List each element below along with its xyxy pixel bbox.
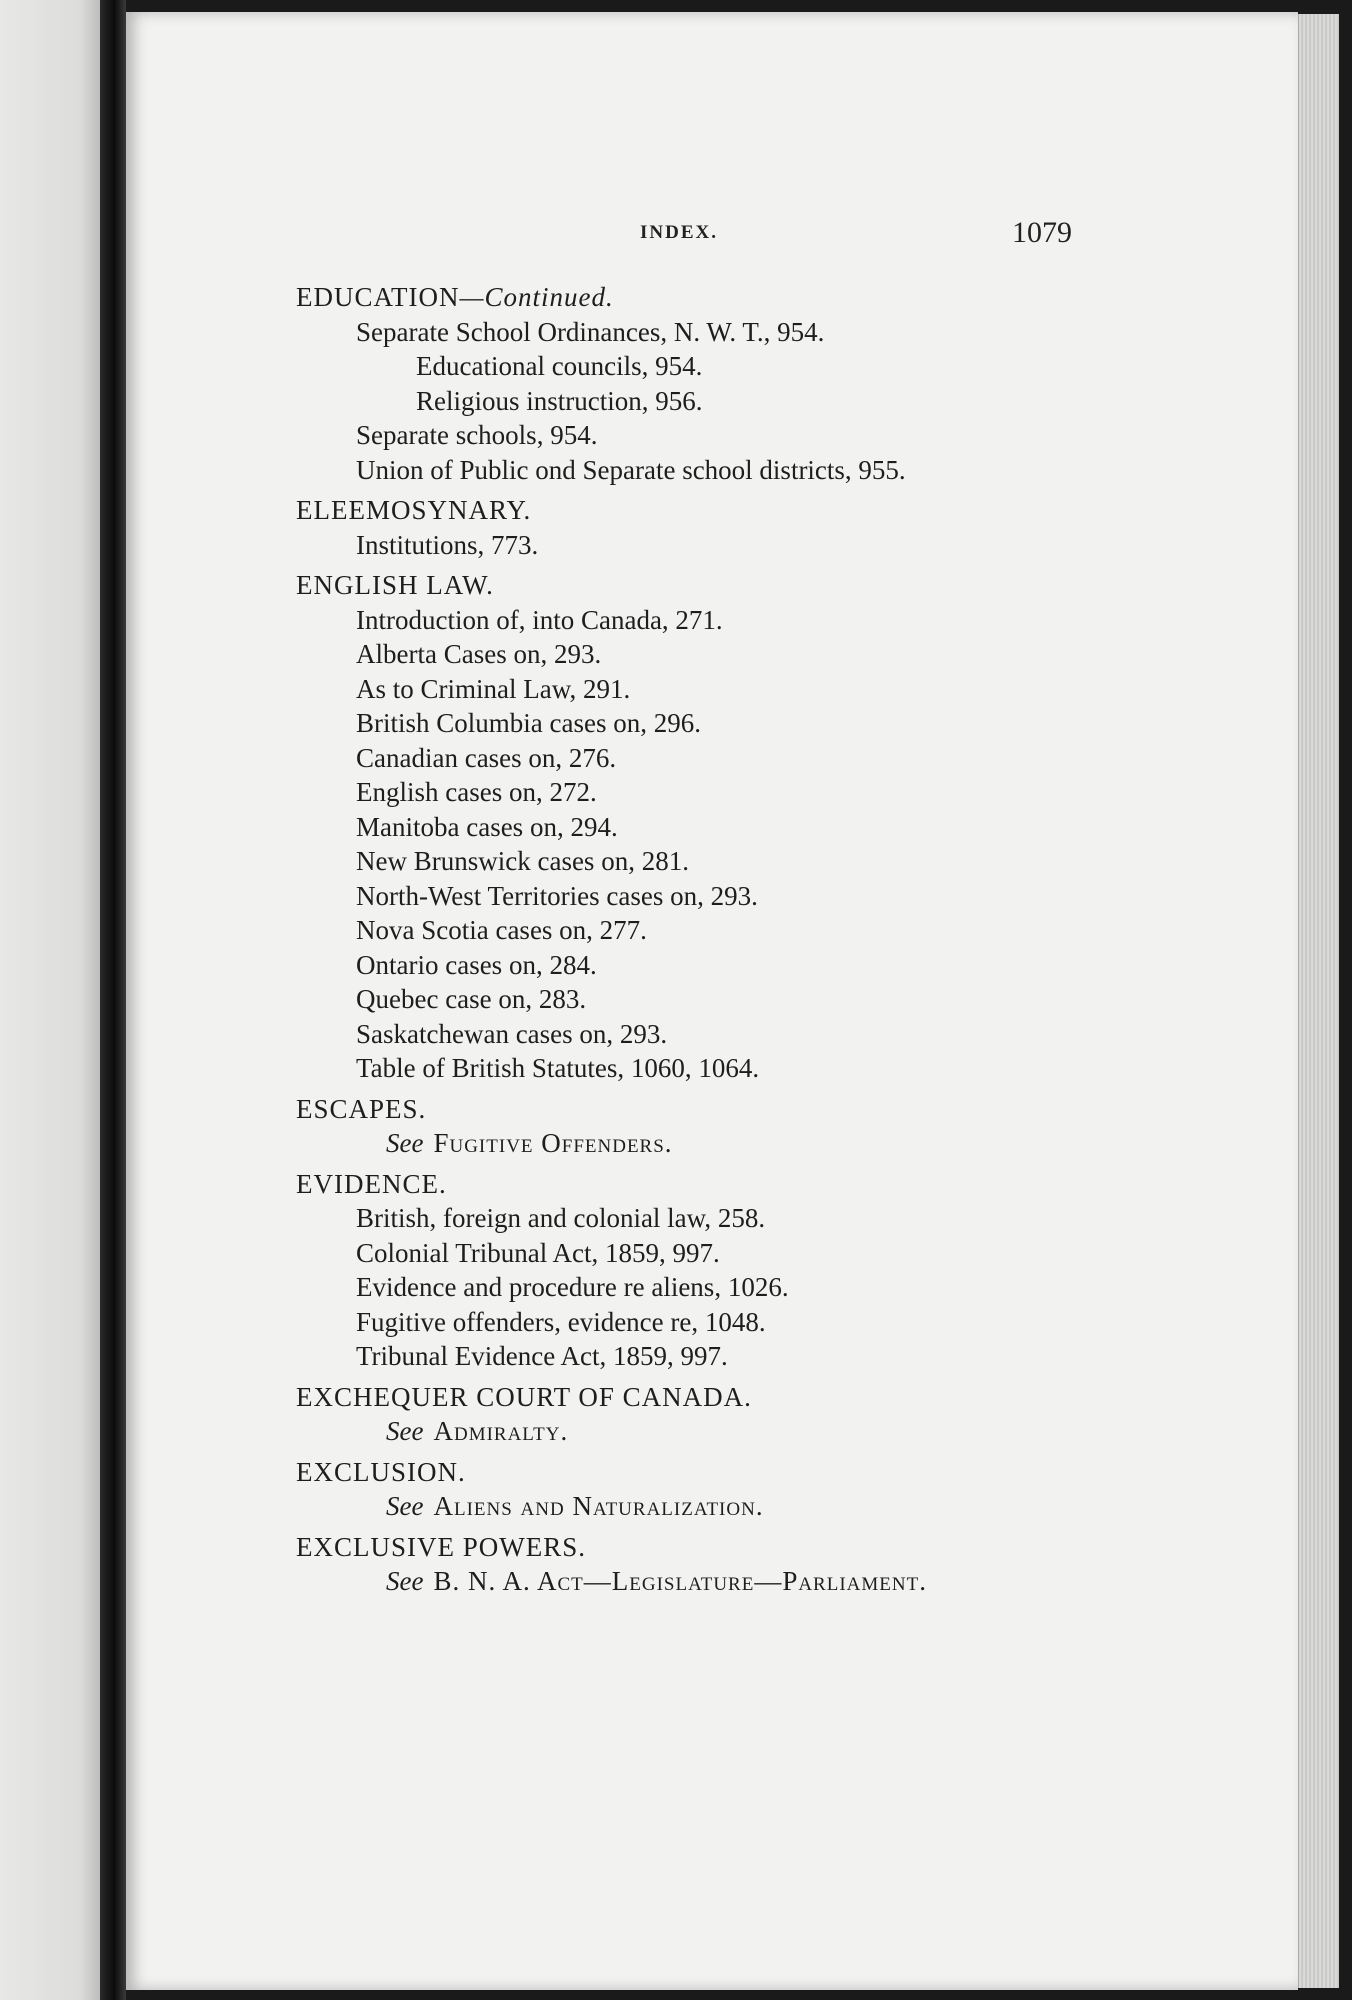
- index-entry-exclusion: [296, 1455, 1196, 1524]
- entry-heading: EVIDENCE.: [296, 1168, 447, 1199]
- entry-line: British Columbia cases on, 296.: [356, 708, 701, 738]
- page-number: 1079: [1012, 216, 1072, 249]
- entry-line: Separate schools, 954.: [356, 420, 598, 450]
- entry-line: Separate School Ordinances, N. W. T., 954.: [356, 316, 825, 347]
- see-reference: See Admiralty.: [386, 1416, 569, 1446]
- entry-line: Alberta Cases on, 293.: [356, 639, 602, 669]
- index-entry-escapes: [296, 1092, 1196, 1161]
- entry-line: English cases on, 272.: [356, 777, 597, 807]
- running-head: INDEX.: [640, 222, 718, 243]
- entry-line: Ontario cases on, 284.: [356, 949, 597, 980]
- index-entry-exchequer-court: [296, 1380, 1196, 1449]
- index-entry-evidence: [296, 1167, 1196, 1374]
- page-stack-edge: [1298, 14, 1339, 1988]
- entry-line: Institutions, 773.: [356, 529, 539, 560]
- entry-line: Canadian cases on, 276.: [356, 742, 617, 773]
- index-entry-english-law: [296, 568, 1196, 1086]
- index-entries: [296, 280, 1196, 1605]
- entry-subline: Religious instruction, 956.: [416, 385, 703, 416]
- cross-reference-target: Admiralty.: [433, 1416, 569, 1446]
- entry-line: Colonial Tribunal Act, 1859, 997.: [356, 1237, 720, 1268]
- entry-heading: ELEEMOSYNARY.: [296, 495, 532, 525]
- entry-line: Saskatchewan cases on, 293.: [356, 1018, 668, 1049]
- index-entry-eleemosynary: [296, 493, 1196, 562]
- see-reference: See Aliens and Naturalization.: [386, 1491, 764, 1521]
- entry-line: Introduction of, into Canada, 271.: [356, 604, 723, 635]
- continued-label: —Continued.: [459, 282, 614, 312]
- entry-line: Fugitive offenders, evidence re, 1048.: [356, 1306, 766, 1337]
- cross-reference-target: B. N. A. Act—Legislature—Parliament.: [433, 1566, 927, 1596]
- entry-line: As to Criminal Law, 291.: [356, 673, 631, 704]
- index-entry-exclusive-powers: [296, 1530, 1196, 1599]
- entry-heading: EXCLUSIVE POWERS.: [296, 1531, 587, 1562]
- facing-page-edge: [0, 0, 100, 2000]
- book-gutter: [100, 0, 126, 2000]
- entry-heading: EXCLUSION.: [296, 1456, 466, 1487]
- entry-heading: EDUCATION—Continued.: [296, 282, 614, 312]
- entry-line: North-West Territories cases on, 293.: [356, 880, 758, 911]
- see-reference: See Fugitive Offenders.: [386, 1128, 673, 1158]
- entry-line: Quebec case on, 283.: [356, 984, 587, 1014]
- entry-heading: ESCAPES.: [296, 1093, 427, 1124]
- entry-line: Evidence and procedure re aliens, 1026.: [356, 1272, 789, 1302]
- entry-line: Nova Scotia cases on, 277.: [356, 915, 647, 945]
- index-entry-education: [296, 280, 1196, 487]
- entry-line: Manitoba cases on, 294.: [356, 811, 618, 842]
- entry-line: Union of Public ond Separate school districts, 955.: [356, 454, 906, 485]
- entry-heading: EXCHEQUER COURT OF CANADA.: [296, 1381, 752, 1412]
- cross-reference-target: Aliens and Naturalization.: [433, 1491, 764, 1521]
- entry-heading: ENGLISH LAW.: [296, 570, 494, 600]
- entry-line: Table of British Statutes, 1060, 1064.: [356, 1053, 760, 1083]
- entry-line: British, foreign and colonial law, 258.: [356, 1203, 766, 1233]
- entry-line: Tribunal Evidence Act, 1859, 997.: [356, 1341, 728, 1371]
- see-reference: See B. N. A. Act—Legislature—Parliament.: [386, 1566, 927, 1596]
- entry-subline: Educational councils, 954.: [416, 351, 703, 381]
- cross-reference-target: Fugitive Offenders.: [433, 1128, 673, 1158]
- entry-line: New Brunswick cases on, 281.: [356, 846, 689, 876]
